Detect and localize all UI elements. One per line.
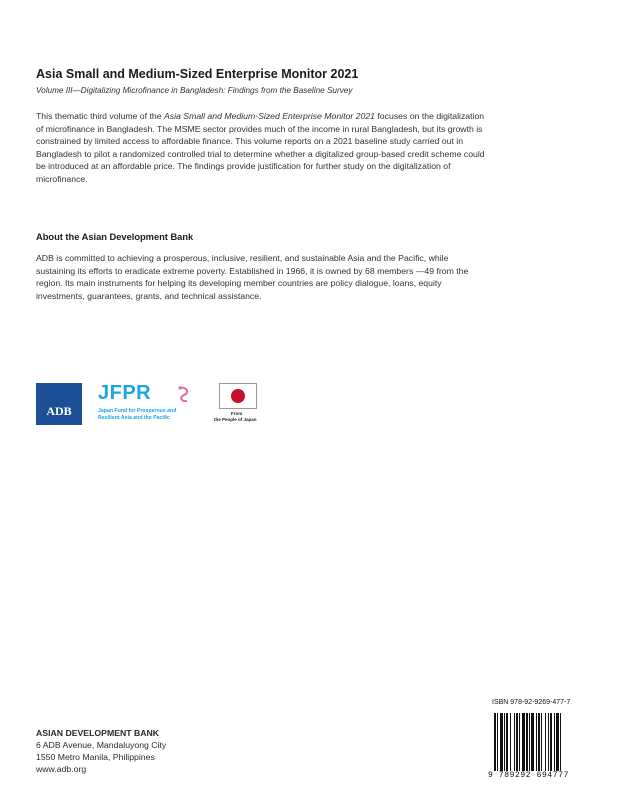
barcode-bar [550,713,552,771]
barcode-bar [526,713,528,771]
japan-caption-1: From [231,411,243,416]
about-text: ADB is committed to achieving a prosperous, inclusive, resilient, and sustainable Asia and the Pacific, while sustaining its efforts to eradicate extreme poverty. Established in 1966, it is owned by 68 members —49 from the region. Its main instruments for helping its developing member countries are policy dialogue, loans, equity investments, guarantees, grants, and technical assistance. [36,253,469,301]
barcode-bar [500,713,503,771]
summary-rest: focuses on the digitalization of microfinance in Bangladesh. The MSME sector provides much of the income in rural Bangladesh, but its growth is constrained by limited access to affordable finance. This volume reports on a 2021 baseline study carried out in Bangladesh to pilot a randomized controlled trial to determine whether a digitalized group-based credit scheme could be introduced at an affordable price. The findings provide justification for further study on the digitalization of microfinance. [36,111,485,184]
barcode-bar [522,713,525,771]
isbn-barcode-box [488,693,584,797]
japan-flag-sun [231,389,245,403]
barcode-bar [516,713,518,771]
japan-flag-icon [219,383,257,409]
book-subtitle: Volume III—Digitalizing Microfinance in Bangladesh: Findings from the Baseline Survey [36,86,353,95]
barcode-bar [504,713,505,771]
barcode-bar [548,713,549,771]
barcode-bar [538,713,540,771]
publisher-website: www.adb.org [36,764,87,774]
barcode-digits: 9 789292 694777 [488,771,570,780]
barcode-bar [541,713,542,771]
barcode-bar [510,713,511,771]
summary-lead: This thematic third volume of the [36,111,164,121]
barcode-bar [531,713,534,771]
barcode-bar [514,713,515,771]
book-title: Asia Small and Medium-Sized Enterprise Monitor 2021 [36,67,359,81]
jfpr-tagline-2: Resilient Asia and the Pacific [98,415,170,421]
jfpr-swirl-icon [176,385,192,407]
jfpr-tagline-1: Japan Fund for Prosperous and [98,408,177,414]
japan-logo [214,383,264,429]
barcode-bar [560,713,561,771]
jfpr-wordmark: JFPR [98,382,152,404]
isbn-label: ISBN 978-92-9269-477-7 [492,699,571,706]
adb-logo-text: ADB [46,404,72,418]
barcode-bar [554,713,555,771]
summary-paragraph [36,110,486,185]
barcode-bar [519,713,520,771]
barcode-bar [529,713,530,771]
barcode-icon [492,713,580,771]
summary-italic-title: Asia Small and Medium-Sized Enterprise Monitor 2021 [163,111,375,121]
barcode-bar [545,713,546,771]
about-paragraph [36,252,488,302]
japan-caption-2: the People of Japan [214,417,257,422]
jfpr-logo [98,382,198,428]
publisher-address-1: 6 ADB Avenue, Mandaluyong City [36,740,167,750]
adb-logo [36,383,82,425]
about-heading: About the Asian Development Bank [36,232,194,242]
barcode-bar [536,713,537,771]
publisher-block [36,727,166,775]
publisher-name: ASIAN DEVELOPMENT BANK [36,728,160,738]
barcode-bar [497,713,498,771]
barcode-bar [506,713,508,771]
barcode-bar [494,713,496,771]
barcode-bar [556,713,559,771]
publisher-address-2: 1550 Metro Manila, Philippines [36,752,155,762]
